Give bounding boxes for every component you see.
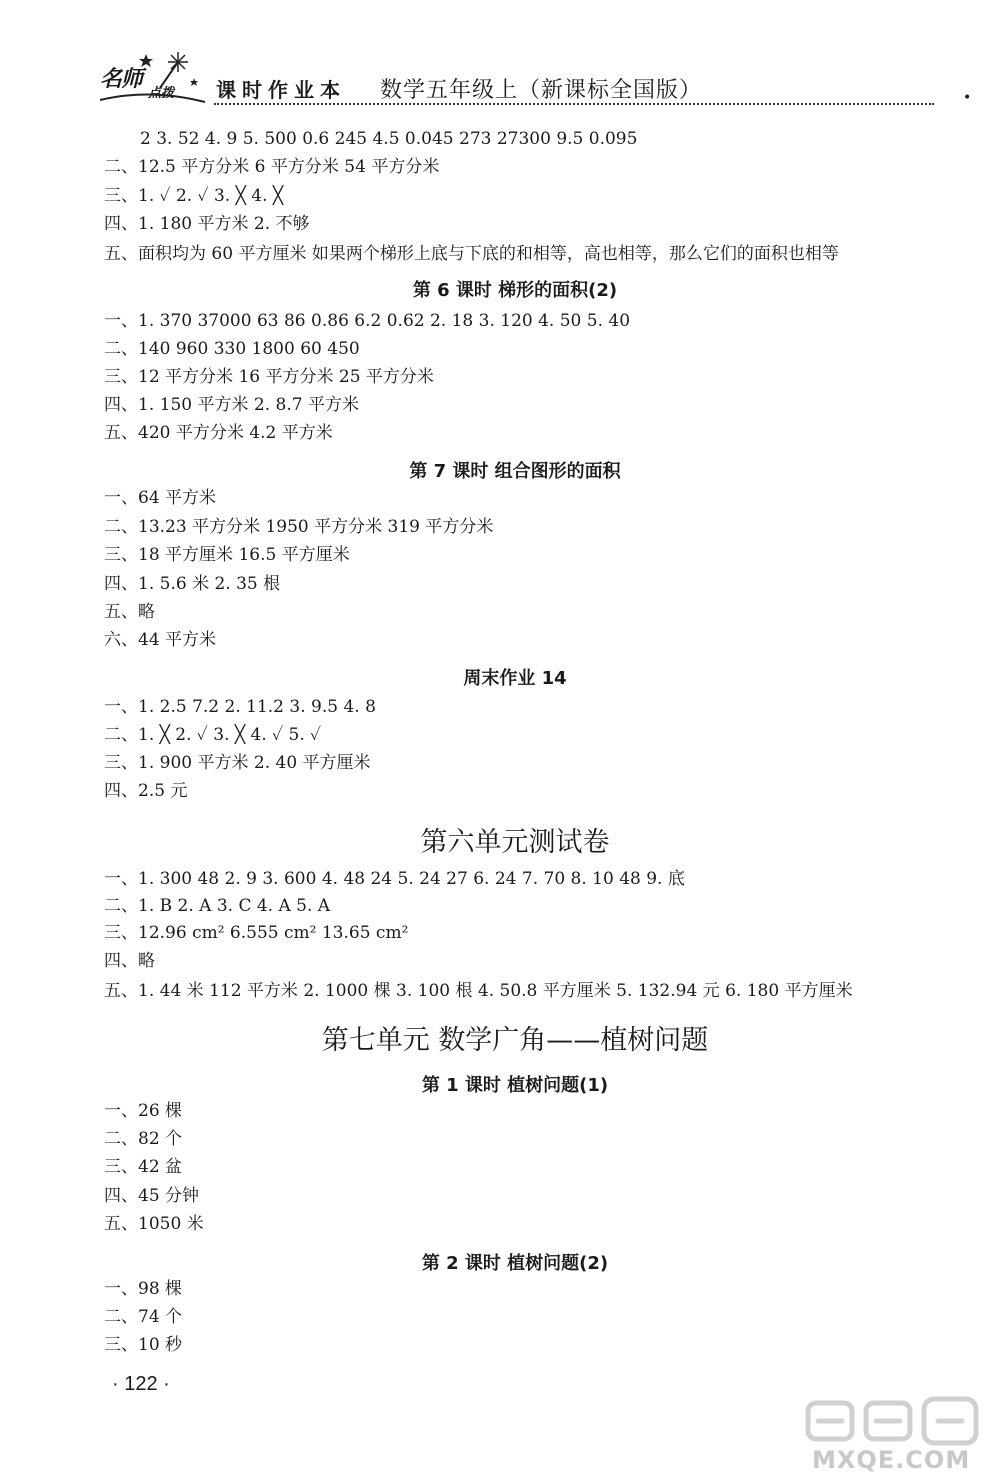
answer-line: 三、12 平方分米 16 平方分米 25 平方分米 (104, 367, 434, 387)
answer-line: 二、1. B 2. A 3. C 4. A 5. A (104, 896, 331, 916)
page-header (0, 0, 1000, 110)
unit-title: 第七单元 数学广角——植树问题 (321, 1025, 709, 1056)
answer-line: 四、2.5 元 (104, 781, 188, 801)
logo-text: 名师 (100, 67, 143, 92)
answer-line: 二、82 个 (104, 1129, 183, 1149)
answer-line: 三、1. ✓ 2. ✓ 3. ╳ 4. ╳ (104, 186, 284, 206)
answer-line: 三、10 秒 (104, 1335, 183, 1355)
answer-line: 一、1. 2.5 7.2 2. 11.2 3. 9.5 4. 8 (104, 697, 376, 717)
answer-line: 四、1. 150 平方米 2. 8.7 平方米 (104, 395, 359, 415)
answer-line: 一、1. 370 37000 63 86 0.86 6.2 0.62 2. 18 3. 120 4. 50 5. 40 (104, 311, 631, 331)
answer-line: 四、1. 180 平方米 2. 不够 (104, 214, 310, 234)
lesson-title: 第 7 课时 组合图形的面积 (409, 461, 621, 482)
watermark-site: MXQE.COM (812, 1446, 971, 1474)
answer-line: 一、26 棵 (104, 1101, 183, 1121)
lesson-title: 第 6 课时 梯形的面积(2) (412, 280, 618, 301)
header-dot: • (963, 90, 972, 106)
answer-line: 三、18 平方厘米 16.5 平方厘米 (104, 545, 350, 565)
answer-line: 一、1. 300 48 2. 9 3. 600 4. 48 24 5. 24 27 6. 24 7. 70 8. 10 48 9. 底 (104, 869, 685, 889)
answer-line: 二、12.5 平方分米 6 平方分米 54 平方分米 (104, 157, 440, 177)
answer-line: 2 3. 52 4. 9 5. 500 0.6 245 4.5 0.045 273 27300 9.5 0.095 (140, 129, 638, 149)
answer-line: 二、74 个 (104, 1307, 183, 1327)
answer-line: 五、420 平方分米 4.2 平方米 (104, 423, 333, 443)
answer-line: 五、面积均为 60 平方厘米 如果两个梯形上底与下底的和相等，高也相等，那么它们的面积也相等 (104, 244, 839, 264)
answer-line: 四、45 分钟 (104, 1186, 200, 1206)
answer-line: 四、略 (104, 951, 155, 971)
unit-test-title: 第六单元测试卷 (420, 827, 610, 858)
header-divider (214, 103, 934, 105)
answer-line: 四、1. 5.6 米 2. 35 根 (104, 574, 281, 594)
series-name: 课时作业本 (216, 78, 346, 102)
answer-line: 六、44 平方米 (104, 630, 217, 650)
page-number: · 122 · (112, 1373, 170, 1395)
answer-line: 五、1050 米 (104, 1214, 204, 1234)
answer-line: 三、42 盆 (104, 1157, 183, 1177)
book-title: 数学五年级上（新课标全国版） (380, 78, 703, 103)
lesson-title: 第 1 课时 植树问题(1) (421, 1075, 609, 1096)
answer-line: 二、13.23 平方分米 1950 平方分米 319 平方分米 (104, 517, 494, 537)
answer-line: 一、64 平方米 (104, 488, 217, 508)
answer-line: 五、略 (104, 602, 155, 622)
logo-subtext: 点拨 (148, 86, 175, 101)
publisher-logo (100, 48, 205, 106)
lesson-title: 第 2 课时 植树问题(2) (421, 1253, 609, 1274)
weekend-title: 周末作业 14 (463, 668, 567, 689)
answer-line: 五、1. 44 米 112 平方米 2. 1000 棵 3. 100 根 4. 50.8 平方厘米 5. 132.94 元 6. 180 平方厘米 (104, 981, 853, 1001)
answer-line: 二、1. ╳ 2. ✓ 3. ╳ 4. ✓ 5. ✓ (104, 725, 322, 745)
answer-line: 二、140 960 330 1800 60 450 (104, 339, 360, 359)
answer-line: 三、12.96 cm² 6.555 cm² 13.65 cm² (104, 923, 409, 943)
answer-line: 三、1. 900 平方米 2. 40 平方厘米 (104, 753, 371, 773)
answer-line: 一、98 棵 (104, 1279, 183, 1299)
